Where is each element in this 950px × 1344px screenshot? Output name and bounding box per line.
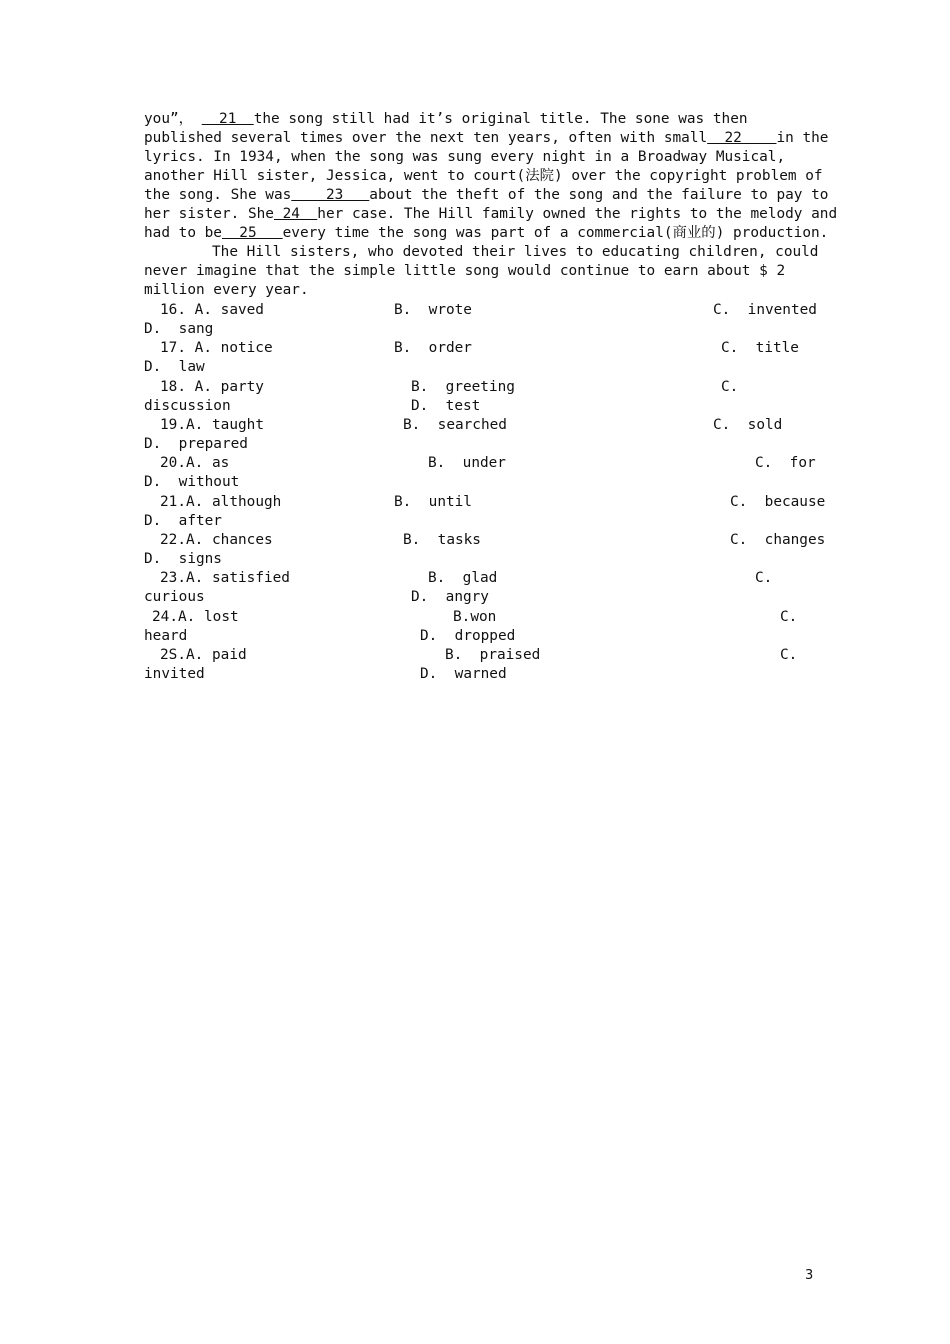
question-16-option-a: [160, 301, 264, 320]
question-18-option-d: D. test: [411, 398, 481, 414]
question-23-option-a: [160, 569, 290, 588]
question-17-option-c: C. title: [721, 340, 799, 356]
question-24-option-c-word: heard: [144, 628, 188, 644]
question-16-option-b: B. wrote: [394, 302, 472, 318]
blank-24: 24: [273, 206, 318, 222]
option-a-text: lost: [204, 609, 239, 625]
passage-line-2: [144, 129, 828, 148]
question-17-option-a: [160, 339, 273, 358]
passage-line-3: lyrics. In 1934, when the song was sung every night in a Broadway Musical,: [144, 149, 786, 165]
question-24-option-a: [152, 608, 239, 627]
text-span: you”，: [144, 111, 194, 127]
text-span: every time the song was part of a commercial(商业的) production.: [282, 225, 829, 241]
question-20-option-d: D. without: [144, 474, 240, 490]
passage-line-5: [144, 186, 828, 205]
option-a-text: saved: [220, 302, 264, 318]
question-24-option-d: D. dropped: [420, 628, 516, 644]
question-20-option-c: C. for: [755, 455, 816, 471]
question-number: 17. A.: [160, 340, 212, 356]
text-span: the song still had it’s original title. The sone was then: [253, 111, 748, 127]
question-25-option-d: D. warned: [420, 666, 507, 682]
question-22-option-d: D. signs: [144, 551, 222, 567]
question-16-option-c: C. invented: [713, 302, 817, 318]
question-20-option-b: B. under: [428, 455, 506, 471]
blank-23: 23: [291, 187, 370, 203]
option-a-text: as: [212, 455, 230, 471]
blank-25: 25: [221, 225, 283, 241]
question-number: 2S.A.: [160, 647, 204, 663]
passage-line-4: another Hill sister, Jessica, went to court(法院) over the copyright problem of: [144, 168, 823, 184]
passage-line-1: [144, 110, 748, 129]
blank-22: 22: [707, 130, 777, 146]
question-17-option-d: D. law: [144, 359, 205, 375]
question-19-option-d: D. prepared: [144, 436, 248, 452]
question-number: 24.A.: [152, 609, 196, 625]
passage-line-7: [144, 224, 828, 243]
question-25-option-c: C.: [780, 647, 798, 663]
passage-line-10: million every year.: [144, 282, 309, 298]
question-17-option-b: B. order: [394, 340, 472, 356]
question-21-option-b: B. until: [394, 494, 472, 510]
blank-21: 21: [201, 111, 254, 127]
question-19-option-c: C. sold: [713, 417, 783, 433]
question-19-option-a: [160, 416, 264, 435]
option-a-text: party: [220, 379, 264, 395]
question-number: 23.A.: [160, 570, 204, 586]
question-number: 19.A.: [160, 417, 204, 433]
question-21-option-c: C. because: [730, 494, 826, 510]
option-a-text: paid: [212, 647, 247, 663]
text-span: about the theft of the song and the failure to pay to: [369, 187, 829, 203]
question-23-option-c-word: curious: [144, 589, 205, 605]
passage-line-9: never imagine that the simple little song would continue to earn about $ 2: [144, 263, 786, 279]
question-21-option-d: D. after: [144, 513, 222, 529]
page-number: 3: [805, 1268, 814, 1283]
question-20-option-a: [160, 454, 229, 473]
text-span: her sister. She: [144, 206, 274, 222]
question-19-option-b: B. searched: [403, 417, 507, 433]
question-22-option-a: [160, 531, 273, 550]
question-22-option-c: C. changes: [730, 532, 826, 548]
question-number: 20.A.: [160, 455, 204, 471]
text-span: the song. She was: [144, 187, 292, 203]
question-23-option-d: D. angry: [411, 589, 489, 605]
question-number: 16. A.: [160, 302, 212, 318]
option-a-text: chances: [212, 532, 273, 548]
question-24-option-b: B.won: [453, 609, 497, 625]
question-21-option-a: [160, 493, 281, 512]
question-25-option-a: [160, 646, 247, 665]
text-span: in the: [776, 130, 829, 146]
question-18-option-c: C.: [721, 379, 739, 395]
passage-line-8: The Hill sisters, who devoted their lives to educating children, could: [212, 244, 819, 260]
text-span: had to be: [144, 225, 222, 241]
question-24-option-c: C.: [780, 609, 798, 625]
question-22-option-b: B. tasks: [403, 532, 481, 548]
question-18-option-b: B. greeting: [411, 379, 515, 395]
option-a-text: notice: [220, 340, 273, 356]
question-number: 18. A.: [160, 379, 212, 395]
text-span: her case. The Hill family owned the rights to the melody and: [317, 206, 838, 222]
question-18-option-c-word: discussion: [144, 398, 231, 414]
question-23-option-b: B. glad: [428, 570, 498, 586]
question-25-option-b: B. praised: [445, 647, 541, 663]
question-23-option-c: C.: [755, 570, 773, 586]
question-number: 22.A.: [160, 532, 204, 548]
question-18-option-a: [160, 378, 264, 397]
question-16-option-d: D. sang: [144, 321, 214, 337]
option-a-text: satisfied: [212, 570, 290, 586]
text-span: published several times over the next ten years, often with small: [144, 130, 708, 146]
question-25-option-c-word: invited: [144, 666, 205, 682]
option-a-text: taught: [212, 417, 264, 433]
option-a-text: although: [212, 494, 282, 510]
question-number: 21.A.: [160, 494, 204, 510]
passage-line-6: [144, 205, 837, 224]
